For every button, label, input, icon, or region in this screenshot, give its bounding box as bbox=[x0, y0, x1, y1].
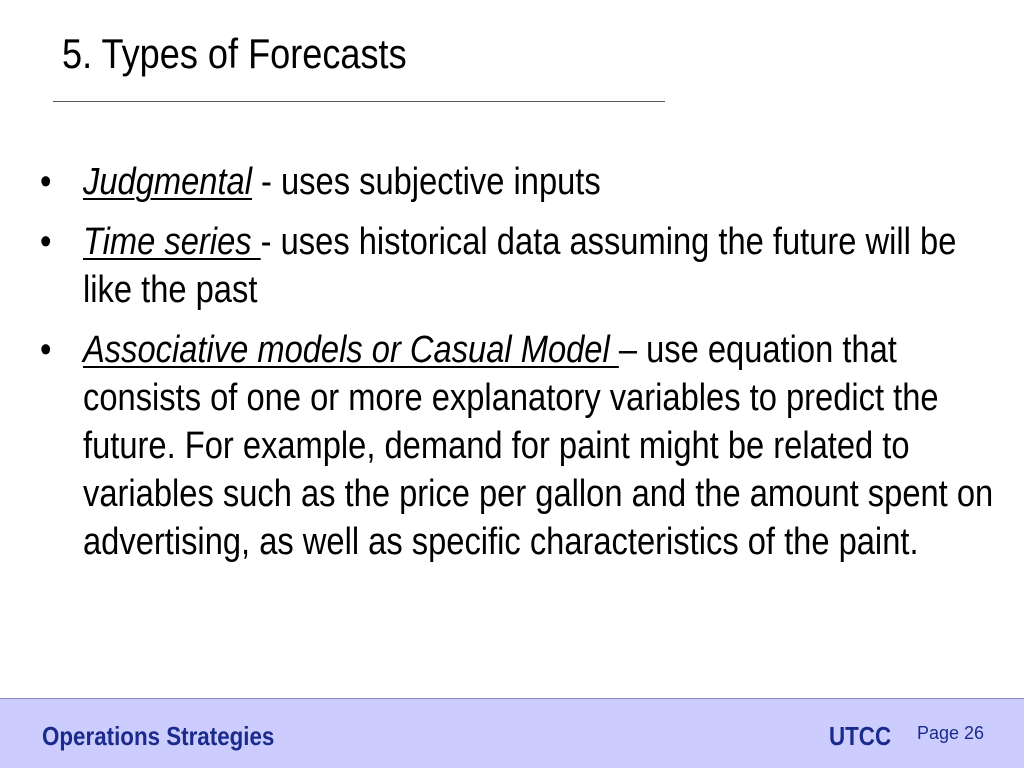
bullet-item-associative-models bbox=[40, 326, 996, 566]
bullet-icon: • bbox=[40, 221, 52, 263]
bullet-text: - uses subjective inputs bbox=[251, 161, 601, 203]
title-divider bbox=[53, 101, 665, 102]
bullet-list bbox=[40, 158, 996, 566]
bullet-item-time-series bbox=[40, 218, 996, 314]
bullet-text: - uses historical data assuming the future will be like the past bbox=[83, 221, 957, 311]
page-number: Page 26 bbox=[917, 723, 985, 743]
slide-title: 5. Types of Forecasts bbox=[62, 30, 407, 77]
bullet-term: Associative models or Casual Model bbox=[83, 329, 619, 371]
bullet-text: – use equation that consists of one or more explanatory variables to predict the future. For example, demand for paint might be related to variables such as the price per gallon and the amount spent on advertising, as well as specific characteristics of the paint. bbox=[83, 329, 994, 563]
bullet-icon: • bbox=[40, 329, 52, 371]
bullet-term: Time series bbox=[83, 221, 261, 263]
bullet-icon: • bbox=[40, 161, 52, 203]
bullet-term: Judgmental bbox=[83, 161, 252, 203]
footer-organization: UTCC bbox=[829, 721, 892, 751]
footer-course-name: Operations Strategies bbox=[42, 721, 275, 751]
footer-bar bbox=[0, 698, 1024, 768]
bullet-item-judgmental bbox=[40, 158, 996, 206]
